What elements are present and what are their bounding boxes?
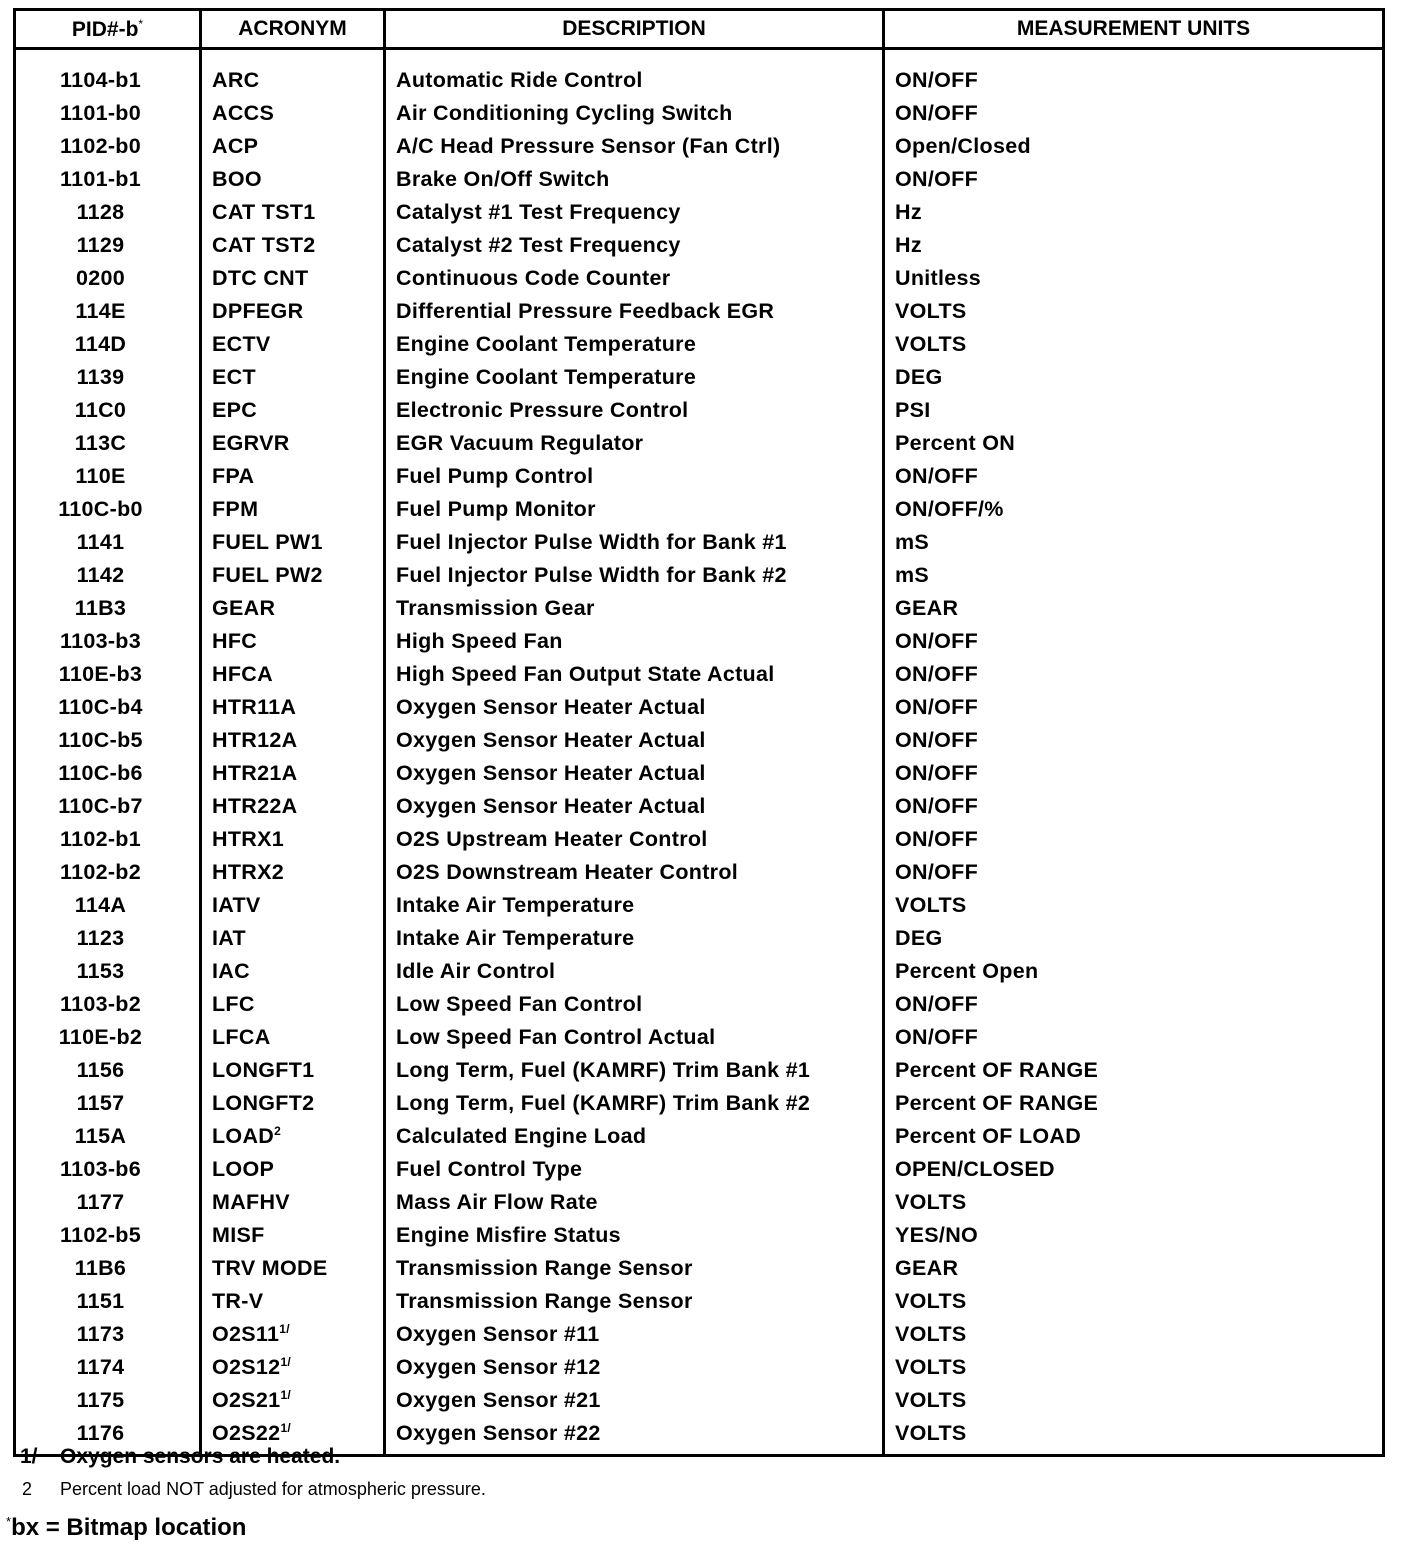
cell-acronym — [201, 592, 385, 625]
table-row — [15, 526, 1384, 559]
table-row — [15, 1252, 1384, 1285]
cell-units: VOLTS — [884, 1417, 1384, 1456]
cell-pid: 114A — [15, 889, 201, 922]
cell-units: VOLTS — [884, 1318, 1384, 1351]
cell-pid: 1123 — [15, 922, 201, 955]
table-row — [15, 592, 1384, 625]
table-row — [15, 856, 1384, 889]
cell-acronym — [201, 295, 385, 328]
table-row — [15, 1351, 1384, 1384]
cell-pid: 1102-b0 — [15, 130, 201, 163]
acronym-text: IAC — [212, 959, 250, 983]
acronym-text: FPM — [212, 497, 259, 521]
cell-description: Fuel Injector Pulse Width for Bank #2 — [385, 559, 884, 592]
cell-units: ON/OFF — [884, 658, 1384, 691]
footnote-ref: 1/ — [279, 1321, 290, 1336]
cell-description: Transmission Range Sensor — [385, 1285, 884, 1318]
table-row — [15, 427, 1384, 460]
table-row — [15, 1318, 1384, 1351]
cell-description: Oxygen Sensor #11 — [385, 1318, 884, 1351]
cell-description: Oxygen Sensor #21 — [385, 1384, 884, 1417]
acronym-text: LONGFT1 — [212, 1058, 315, 1082]
acronym-text: DTC CNT — [212, 266, 309, 290]
cell-acronym — [201, 790, 385, 823]
table-row — [15, 724, 1384, 757]
table-row — [15, 1285, 1384, 1318]
table-row — [15, 460, 1384, 493]
cell-description: Low Speed Fan Control Actual — [385, 1021, 884, 1054]
cell-acronym — [201, 559, 385, 592]
cell-description: Oxygen Sensor Heater Actual — [385, 724, 884, 757]
acronym-text: EPC — [212, 398, 258, 422]
cell-acronym — [201, 823, 385, 856]
cell-description: Transmission Gear — [385, 592, 884, 625]
cell-pid: 1176 — [15, 1417, 201, 1456]
acronym-text: O2S11 — [212, 1322, 280, 1346]
cell-acronym — [201, 1252, 385, 1285]
table-row — [15, 823, 1384, 856]
acronym-text: O2S12 — [212, 1355, 281, 1379]
cell-pid: 110E-b2 — [15, 1021, 201, 1054]
cell-acronym — [201, 493, 385, 526]
table-row — [15, 49, 1384, 98]
cell-units: YES/NO — [884, 1219, 1384, 1252]
cell-description: Brake On/Off Switch — [385, 163, 884, 196]
cell-description: O2S Upstream Heater Control — [385, 823, 884, 856]
cell-pid: 110C-b7 — [15, 790, 201, 823]
footnote-2-label: 2 — [22, 1479, 33, 1499]
footnote-ref: 1/ — [280, 1387, 292, 1402]
cell-pid: 114E — [15, 295, 201, 328]
table-row — [15, 163, 1384, 196]
acronym-text: MAFHV — [212, 1190, 290, 1214]
cell-description: High Speed Fan — [385, 625, 884, 658]
acronym-text: LFC — [212, 992, 255, 1016]
cell-pid: 1142 — [15, 559, 201, 592]
cell-units: Unitless — [884, 262, 1384, 295]
cell-acronym — [201, 856, 385, 889]
table-row — [15, 889, 1384, 922]
cell-units: VOLTS — [884, 1384, 1384, 1417]
cell-acronym — [201, 1219, 385, 1252]
cell-description: Oxygen Sensor #22 — [385, 1417, 884, 1456]
table-row — [15, 130, 1384, 163]
cell-units: ON/OFF — [884, 460, 1384, 493]
table-row — [15, 658, 1384, 691]
cell-units: Percent Open — [884, 955, 1384, 988]
footnote-bitmap — [6, 1514, 486, 1542]
cell-acronym — [201, 97, 385, 130]
cell-pid: 1156 — [15, 1054, 201, 1087]
acronym-text: LFCA — [212, 1025, 271, 1049]
cell-pid: 1102-b5 — [15, 1219, 201, 1252]
cell-pid: 1173 — [15, 1318, 201, 1351]
cell-acronym — [201, 427, 385, 460]
table-row — [15, 1186, 1384, 1219]
cell-description: Intake Air Temperature — [385, 922, 884, 955]
cell-acronym — [201, 460, 385, 493]
acronym-text: EGRVR — [212, 431, 290, 455]
cell-units: VOLTS — [884, 328, 1384, 361]
cell-pid: 0200 — [15, 262, 201, 295]
cell-units: GEAR — [884, 1252, 1384, 1285]
acronym-text: ECTV — [212, 332, 271, 356]
cell-description: Oxygen Sensor Heater Actual — [385, 757, 884, 790]
table-row — [15, 1219, 1384, 1252]
cell-pid: 1101-b1 — [15, 163, 201, 196]
footnote-1-text: Oxygen sensors are heated. — [60, 1445, 341, 1468]
cell-pid: 113C — [15, 427, 201, 460]
acronym-text: ACP — [212, 134, 259, 158]
table-header — [15, 10, 1384, 49]
cell-pid: 1102-b1 — [15, 823, 201, 856]
cell-pid: 11B6 — [15, 1252, 201, 1285]
acronym-text: HTR11A — [212, 695, 297, 719]
table-row — [15, 1054, 1384, 1087]
cell-acronym — [201, 922, 385, 955]
table-body — [15, 49, 1384, 1456]
footnote-1 — [20, 1445, 486, 1469]
cell-description: Fuel Pump Monitor — [385, 493, 884, 526]
cell-description: Calculated Engine Load — [385, 1120, 884, 1153]
cell-units: Hz — [884, 196, 1384, 229]
acronym-text: FUEL PW2 — [212, 563, 323, 587]
header-pid — [15, 10, 201, 49]
cell-units: GEAR — [884, 592, 1384, 625]
table-row — [15, 691, 1384, 724]
cell-description: Intake Air Temperature — [385, 889, 884, 922]
cell-pid: 1175 — [15, 1384, 201, 1417]
cell-description: Catalyst #1 Test Frequency — [385, 196, 884, 229]
cell-description: EGR Vacuum Regulator — [385, 427, 884, 460]
acronym-text: HTRX1 — [212, 827, 284, 851]
acronym-text: FUEL PW1 — [212, 530, 323, 554]
cell-acronym — [201, 1021, 385, 1054]
acronym-text: O2S21 — [212, 1388, 281, 1412]
cell-pid: 1103-b3 — [15, 625, 201, 658]
acronym-text: CAT TST1 — [212, 200, 316, 224]
cell-acronym — [201, 724, 385, 757]
cell-units: ON/OFF — [884, 823, 1384, 856]
header-pid-marker: * — [138, 16, 144, 31]
acronym-text: HTR12A — [212, 728, 298, 752]
acronym-text: IATV — [212, 893, 261, 917]
header-acronym: ACRONYM — [201, 10, 385, 49]
cell-description: High Speed Fan Output State Actual — [385, 658, 884, 691]
table-row — [15, 97, 1384, 130]
footnote-2-text: Percent load NOT adjusted for atmospheric pressure. — [60, 1479, 486, 1499]
cell-acronym — [201, 1153, 385, 1186]
cell-pid: 115A — [15, 1120, 201, 1153]
cell-description: Fuel Control Type — [385, 1153, 884, 1186]
table-row — [15, 1120, 1384, 1153]
table-row — [15, 922, 1384, 955]
cell-acronym — [201, 988, 385, 1021]
cell-pid: 1153 — [15, 955, 201, 988]
table-row — [15, 988, 1384, 1021]
cell-acronym — [201, 163, 385, 196]
cell-units: DEG — [884, 361, 1384, 394]
cell-description: Automatic Ride Control — [385, 49, 884, 98]
cell-acronym — [201, 1186, 385, 1219]
footnote-ref: 2 — [274, 1123, 282, 1138]
cell-acronym — [201, 361, 385, 394]
cell-acronym — [201, 1120, 385, 1153]
cell-description: Engine Coolant Temperature — [385, 361, 884, 394]
cell-units: DEG — [884, 922, 1384, 955]
cell-acronym — [201, 1054, 385, 1087]
cell-pid: 1102-b2 — [15, 856, 201, 889]
table-row — [15, 229, 1384, 262]
cell-acronym — [201, 658, 385, 691]
cell-pid: 110E — [15, 460, 201, 493]
footnote-1-label: 1/ — [20, 1445, 38, 1468]
table-row — [15, 1087, 1384, 1120]
cell-units: VOLTS — [884, 295, 1384, 328]
table-row — [15, 394, 1384, 427]
cell-units: VOLTS — [884, 889, 1384, 922]
cell-units: PSI — [884, 394, 1384, 427]
table-row — [15, 262, 1384, 295]
table-row — [15, 559, 1384, 592]
footnote-ref: 1/ — [280, 1420, 292, 1435]
cell-units: Percent OF RANGE — [884, 1087, 1384, 1120]
cell-description: Idle Air Control — [385, 955, 884, 988]
cell-pid: 1151 — [15, 1285, 201, 1318]
footnotes — [6, 1445, 486, 1542]
cell-acronym — [201, 196, 385, 229]
cell-units: Hz — [884, 229, 1384, 262]
acronym-text: GEAR — [212, 596, 276, 620]
cell-pid: 1128 — [15, 196, 201, 229]
cell-description: Oxygen Sensor Heater Actual — [385, 790, 884, 823]
cell-description: Catalyst #2 Test Frequency — [385, 229, 884, 262]
acronym-text: LOAD — [212, 1124, 275, 1148]
cell-acronym — [201, 1087, 385, 1120]
cell-units: OPEN/CLOSED — [884, 1153, 1384, 1186]
cell-description: Long Term, Fuel (KAMRF) Trim Bank #2 — [385, 1087, 884, 1120]
acronym-text: HFC — [212, 629, 258, 653]
table-row — [15, 757, 1384, 790]
table-row — [15, 361, 1384, 394]
cell-description: O2S Downstream Heater Control — [385, 856, 884, 889]
cell-acronym — [201, 955, 385, 988]
cell-description: Low Speed Fan Control — [385, 988, 884, 1021]
table-row — [15, 328, 1384, 361]
header-description: DESCRIPTION — [385, 10, 884, 49]
cell-description: Oxygen Sensor #12 — [385, 1351, 884, 1384]
cell-acronym — [201, 1318, 385, 1351]
cell-units: mS — [884, 559, 1384, 592]
footnote-bitmap-marker: * — [6, 1514, 12, 1529]
acronym-text: ECT — [212, 365, 256, 389]
cell-pid: 11B3 — [15, 592, 201, 625]
cell-pid: 1103-b2 — [15, 988, 201, 1021]
acronym-text: ACCS — [212, 101, 275, 125]
table-row — [15, 955, 1384, 988]
cell-acronym — [201, 49, 385, 98]
header-units: MEASUREMENT UNITS — [884, 10, 1384, 49]
cell-acronym — [201, 526, 385, 559]
table-row — [15, 625, 1384, 658]
acronym-text: HTRX2 — [212, 860, 284, 884]
cell-units: ON/OFF — [884, 724, 1384, 757]
cell-acronym — [201, 625, 385, 658]
acronym-text: HFCA — [212, 662, 273, 686]
cell-pid: 110C-b5 — [15, 724, 201, 757]
acronym-text: IAT — [212, 926, 246, 950]
cell-pid: 110C-b0 — [15, 493, 201, 526]
cell-pid: 110C-b4 — [15, 691, 201, 724]
cell-pid: 110E-b3 — [15, 658, 201, 691]
cell-description: Oxygen Sensor Heater Actual — [385, 691, 884, 724]
cell-units: Percent OF LOAD — [884, 1120, 1384, 1153]
cell-description: A/C Head Pressure Sensor (Fan Ctrl) — [385, 130, 884, 163]
cell-acronym — [201, 229, 385, 262]
cell-acronym — [201, 262, 385, 295]
cell-units: VOLTS — [884, 1186, 1384, 1219]
cell-acronym — [201, 757, 385, 790]
acronym-text: TR-V — [212, 1289, 264, 1313]
cell-units: Percent OF RANGE — [884, 1054, 1384, 1087]
cell-description: Mass Air Flow Rate — [385, 1186, 884, 1219]
cell-units: VOLTS — [884, 1351, 1384, 1384]
cell-pid: 1141 — [15, 526, 201, 559]
cell-pid: 1174 — [15, 1351, 201, 1384]
cell-description: Transmission Range Sensor — [385, 1252, 884, 1285]
cell-units: ON/OFF — [884, 757, 1384, 790]
cell-pid: 1101-b0 — [15, 97, 201, 130]
table-row — [15, 196, 1384, 229]
cell-acronym — [201, 394, 385, 427]
cell-units: ON/OFF — [884, 163, 1384, 196]
cell-description: Electronic Pressure Control — [385, 394, 884, 427]
cell-description: Fuel Pump Control — [385, 460, 884, 493]
cell-units: ON/OFF — [884, 988, 1384, 1021]
acronym-text: DPFEGR — [212, 299, 304, 323]
table-row — [15, 1384, 1384, 1417]
cell-acronym — [201, 130, 385, 163]
pid-table — [13, 8, 1385, 1457]
header-pid-label: PID#-b — [71, 17, 139, 41]
table-row — [15, 1153, 1384, 1186]
cell-units: ON/OFF — [884, 49, 1384, 98]
acronym-text: CAT TST2 — [212, 233, 316, 257]
table-row — [15, 493, 1384, 526]
cell-description: Engine Coolant Temperature — [385, 328, 884, 361]
cell-description: Continuous Code Counter — [385, 262, 884, 295]
cell-acronym — [201, 1285, 385, 1318]
cell-acronym — [201, 328, 385, 361]
cell-description: Engine Misfire Status — [385, 1219, 884, 1252]
cell-acronym — [201, 889, 385, 922]
cell-units: Open/Closed — [884, 130, 1384, 163]
acronym-text: BOO — [212, 167, 262, 191]
footnote-2 — [20, 1479, 486, 1500]
acronym-text: O2S22 — [212, 1421, 281, 1445]
cell-description: Fuel Injector Pulse Width for Bank #1 — [385, 526, 884, 559]
cell-pid: 1157 — [15, 1087, 201, 1120]
cell-pid: 1177 — [15, 1186, 201, 1219]
acronym-text: HTR21A — [212, 761, 298, 785]
acronym-text: ARC — [212, 68, 260, 92]
cell-units: VOLTS — [884, 1285, 1384, 1318]
acronym-text: HTR22A — [212, 794, 298, 818]
acronym-text: LOOP — [212, 1157, 275, 1181]
cell-units: ON/OFF — [884, 1021, 1384, 1054]
cell-description: Long Term, Fuel (KAMRF) Trim Bank #1 — [385, 1054, 884, 1087]
acronym-text: MISF — [212, 1223, 265, 1247]
cell-pid: 114D — [15, 328, 201, 361]
acronym-text: TRV MODE — [212, 1256, 328, 1280]
cell-units: Percent ON — [884, 427, 1384, 460]
table-row — [15, 790, 1384, 823]
cell-pid: 1104-b1 — [15, 49, 201, 98]
cell-description: Differential Pressure Feedback EGR — [385, 295, 884, 328]
cell-acronym — [201, 1351, 385, 1384]
cell-acronym — [201, 1384, 385, 1417]
footnote-ref: 1/ — [280, 1354, 292, 1369]
cell-units: mS — [884, 526, 1384, 559]
footnote-bitmap-text: bx = Bitmap location — [11, 1514, 247, 1541]
acronym-text: LONGFT2 — [212, 1091, 315, 1115]
acronym-text: FPA — [212, 464, 255, 488]
cell-units: ON/OFF — [884, 691, 1384, 724]
cell-pid: 11C0 — [15, 394, 201, 427]
cell-units: ON/OFF/% — [884, 493, 1384, 526]
cell-pid: 1103-b6 — [15, 1153, 201, 1186]
cell-units: ON/OFF — [884, 97, 1384, 130]
cell-units: ON/OFF — [884, 625, 1384, 658]
cell-pid: 1139 — [15, 361, 201, 394]
table-row — [15, 1021, 1384, 1054]
cell-units: ON/OFF — [884, 790, 1384, 823]
cell-pid: 110C-b6 — [15, 757, 201, 790]
cell-pid: 1129 — [15, 229, 201, 262]
cell-units: ON/OFF — [884, 856, 1384, 889]
cell-description: Air Conditioning Cycling Switch — [385, 97, 884, 130]
table-row — [15, 295, 1384, 328]
cell-acronym — [201, 691, 385, 724]
